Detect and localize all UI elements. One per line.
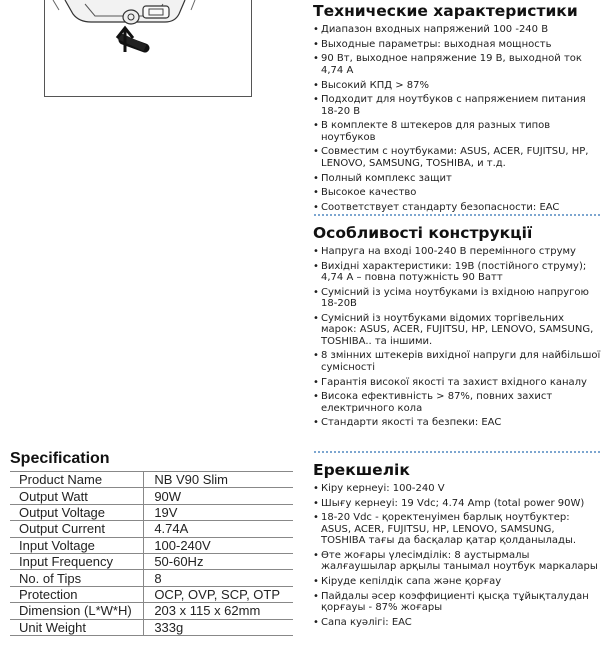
ukrainian-section (313, 224, 601, 432)
product-illustration (44, 0, 252, 97)
list-item: • Пайдалы әсер коэффициенті қысқа тұйықталудан қорғауы - 87% жоғары (313, 591, 601, 614)
list-item: • Висока ефективність > 87%, повних захист електричного кола (313, 391, 601, 414)
list-item: • Өте жоғары үлесімділік: 8 аустырмалы жалғаушылар арқылы танымал ноутбук маркалары (313, 550, 601, 573)
list-item: • Шығу кернеуі: 19 Vdc; 4.74 Amp (total power 90W) (313, 498, 601, 509)
spec-value: NB V90 Slim (144, 472, 293, 488)
specification-table (10, 471, 293, 636)
list-item: • Сумісний із ноутбуками відомих торгівельних марок: ASUS, ACER, FUJITSU, HP, LENOVO, SAMSUNG, TOSHIBA.. та іншими. (313, 313, 601, 347)
dotted-divider (313, 451, 601, 453)
list-item: • Гарантія високої якості та захист вхідного каналу (313, 377, 601, 388)
spec-row (10, 586, 293, 602)
list-item: • Вихідні характеристики: 19В (постійного струму); 4,74 А – повна потужність 90 Ватт (313, 261, 601, 284)
spec-value: 203 x 115 x 62mm (144, 603, 293, 619)
list-item: • Стандарти якості та безпеки: EAC (313, 417, 601, 428)
spec-row (10, 570, 293, 586)
list-item: • Кіру кернеуі: 100-240 V (313, 483, 601, 494)
spec-label: Protection (10, 586, 144, 602)
list-item: • Кіруде кепілдік сапа және қорғау (313, 576, 601, 587)
adapter-plug-illustration (45, 0, 251, 96)
spec-label: Dimension (L*W*H) (10, 603, 144, 619)
russian-section (313, 2, 601, 217)
spec-value: 90W (144, 488, 293, 504)
spec-label: Output Current (10, 521, 144, 537)
spec-row (10, 521, 293, 537)
dotted-divider (313, 214, 601, 216)
spec-value: 100-240V (144, 537, 293, 553)
spec-label: Output Watt (10, 488, 144, 504)
spec-label: Input Voltage (10, 537, 144, 553)
ukrainian-title: Особливості конструкції (313, 224, 533, 242)
ukrainian-list (313, 246, 601, 429)
russian-list (313, 24, 601, 213)
spec-row (10, 537, 293, 553)
spec-value: 333g (144, 619, 293, 635)
spec-row (10, 553, 293, 569)
list-item: • Выходные параметры: выходная мощность (313, 39, 601, 50)
spec-value: OCP, OVP, SCP, OTP (144, 586, 293, 602)
spec-row (10, 603, 293, 619)
list-item: • Подходит для ноутбуков с напряжением питания 18-20 В (313, 94, 601, 117)
list-item: • Высокое качество (313, 187, 601, 198)
spec-value: 19V (144, 504, 293, 520)
spec-row (10, 504, 293, 520)
spec-label: Unit Weight (10, 619, 144, 635)
list-item: • Полный комплекс защит (313, 173, 601, 184)
spec-value: 50-60Hz (144, 553, 293, 569)
list-item: • Сумісний із усіма ноутбуками із вхідною напругою 18-20В (313, 287, 601, 310)
kazakh-title: Ерекшелік (313, 461, 410, 479)
specification-section (10, 450, 293, 636)
specification-title: Specification (10, 450, 110, 467)
list-item: • Соответствует стандарту безопасности: EAC (313, 202, 601, 213)
list-item: • В комплекте 8 штекеров для разных типов ноутбуков (313, 120, 601, 143)
list-item: • Совместим с ноутбуками: ASUS, ACER, FUJITSU, HP, LENOVO, SAMSUNG, TOSHIBA, и т.д. (313, 146, 601, 169)
spec-label: Output Voltage (10, 504, 144, 520)
spec-label: Product Name (10, 472, 144, 488)
spec-label: No. of Tips (10, 570, 144, 586)
list-item: • 90 Вт, выходное напряжение 19 В, выходной ток 4,74 А (313, 53, 601, 76)
russian-title: Технические характеристики (313, 2, 578, 20)
spec-value: 8 (144, 570, 293, 586)
spec-row (10, 619, 293, 635)
kazakh-list (313, 483, 601, 628)
list-item: • Напруга на вході 100-240 В перемінного струму (313, 246, 601, 257)
list-item: • Сапа куәлігі: EAC (313, 617, 601, 628)
spec-row (10, 488, 293, 504)
list-item: • 18-20 Vdc - қоректенуімен барлық ноутбуктер: ASUS, ACER, FUJITSU, HP, LENOVO, SAMSUNG, TOSHIBA тағы да басқалар қатар қолданылады. (313, 512, 601, 546)
list-item: • Диапазон входных напряжений 100 -240 В (313, 24, 601, 35)
spec-row (10, 472, 293, 488)
spec-label: Input Frequency (10, 553, 144, 569)
kazakh-section (313, 461, 601, 632)
spec-value: 4.74A (144, 521, 293, 537)
list-item: • 8 змінних штекерів вихідної напруги для найбільшої сумісності (313, 350, 601, 373)
list-item: • Высокий КПД > 87% (313, 80, 601, 91)
